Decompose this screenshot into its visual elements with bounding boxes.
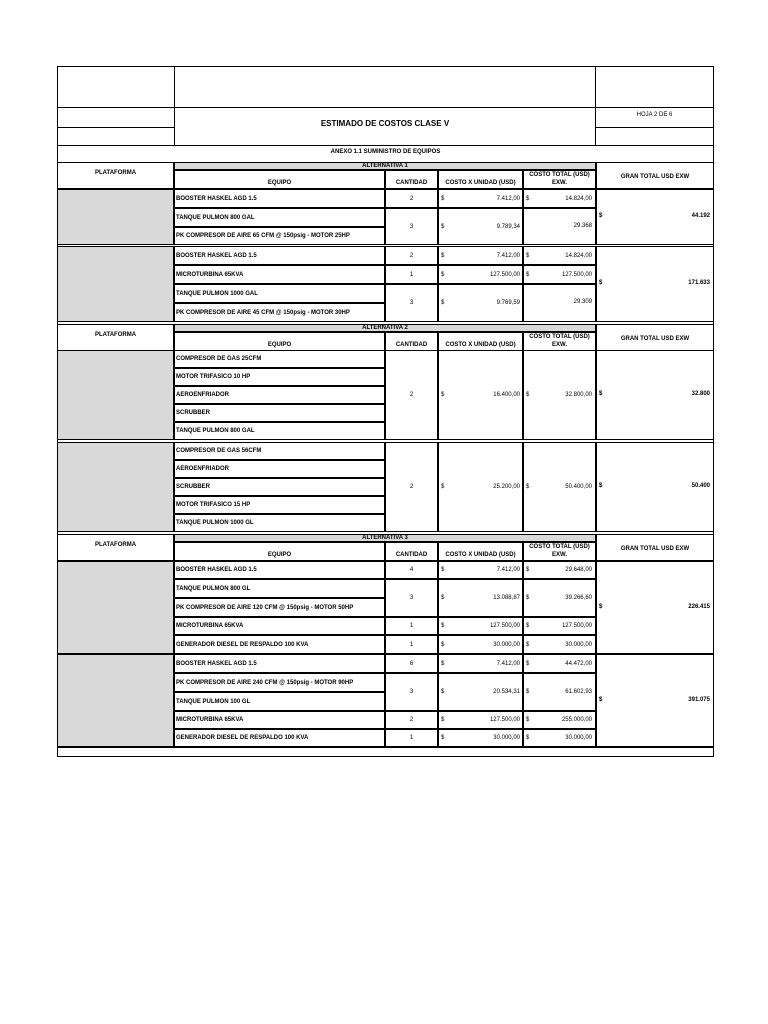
costo-total-header-exw: EXW. [551,552,567,558]
cantidad-value: 2 [409,484,414,490]
costo-total-value: 30.000,00 [565,642,592,648]
currency-symbol: $ [599,391,603,397]
plataforma-cell [57,561,174,654]
costo-total-value: 32.800,00 [565,392,592,398]
cantidad-value: 3 [409,595,414,601]
currency-symbol: $ [441,567,445,573]
page-number: HOJA 2 DE 6 [636,112,673,118]
gran-total-value: 171.633 [688,280,710,286]
costo-total-header: COSTO TOTAL (USD) [529,334,590,340]
cantidad-value: 3 [409,689,414,695]
page-title: ESTIMADO DE COSTOS CLASE V [320,119,450,128]
currency-symbol: $ [441,300,445,306]
equipo-name: TANQUE PULMON 1000 GL [176,520,254,526]
currency-symbol: $ [441,196,445,202]
equipo-header: EQUIPO [267,552,292,558]
costo-unidad-value: 127.500,00 [489,623,520,629]
cantidad-value: 6 [409,661,414,667]
currency-symbol: $ [526,272,530,278]
currency-symbol: $ [441,642,445,648]
costo-total-value: 30.000,00 [565,735,592,741]
costo-unidad-value: 25.200,00 [493,484,520,490]
currency-symbol: $ [441,735,445,741]
currency-symbol: $ [526,392,530,398]
equipo-header: EQUIPO [267,180,292,186]
equipo-name: COMPRESOR DE GAS 25CFM [176,356,262,362]
costo-total-header-exw: EXW. [551,180,567,186]
equipo-name: TANQUE PULMON 100 GL [176,699,251,705]
costo-total-value: 14.824,00 [565,196,592,202]
cantidad-value: 1 [409,642,414,648]
equipo-header: EQUIPO [267,342,292,348]
gran-total-value: 50.400 [691,483,710,489]
currency-symbol: $ [441,253,445,259]
header-divider-left [57,127,175,128]
currency-symbol: $ [526,567,530,573]
costo-total-value: 127.500,00 [561,623,592,629]
currency-symbol: $ [599,483,603,489]
gran-total-header: GRAN TOTAL USD EXW [620,174,690,180]
costo-total-value: 61.602,93 [565,689,592,695]
currency-symbol: $ [526,661,530,667]
equipo-name: GENERADOR DIESEL DE RESPALDO 100 KVA [176,735,309,741]
costo-unidad-value: 20.534,31 [493,689,520,695]
currency-symbol: $ [441,392,445,398]
cantidad-header: CANTIDAD [395,342,428,348]
equipo-name: SCRUBBER [176,484,211,490]
currency-symbol: $ [599,280,603,286]
costo-total-header: COSTO TOTAL (USD) [529,172,590,178]
currency-symbol: $ [599,213,603,219]
cantidad-value: 2 [409,392,414,398]
cantidad-value: 3 [409,300,414,306]
plataforma-header: PLATAFORMA [94,332,137,338]
header-divider-right [595,127,714,128]
currency-symbol: $ [441,689,445,695]
currency-symbol: $ [441,595,445,601]
header-bottom-line [57,145,714,146]
currency-symbol: $ [599,697,603,703]
equipo-name: MICROTURBINA 65KVA [176,623,244,629]
cantidad-header: CANTIDAD [395,180,428,186]
annex-subtitle: ANEXO 1.1 SUMINISTRO DE EQUIPOS [330,149,441,155]
equipo-name: PK COMPRESOR DE AIRE 240 CFM @ 150psig - MOTOR 90HP [176,680,354,686]
costo-total-value: 44.472,00 [565,661,592,667]
equipo-name: MOTOR TRIFASICO 15 HP [176,502,251,508]
costo-unidad-value: 9.789,34 [496,224,520,230]
equipo-name: COMPRESOR DE GAS 56CFM [176,448,262,454]
costo-total-header: COSTO TOTAL (USD) [529,544,590,550]
equipo-name: PK COMPRESOR DE AIRE 65 CFM @ 150psig - MOTOR 25HP [176,233,350,239]
gran-total-header: GRAN TOTAL USD EXW [620,546,690,552]
currency-symbol: $ [526,689,530,695]
currency-symbol: $ [526,196,530,202]
logo-box-left [57,66,175,128]
currency-symbol: $ [526,642,530,648]
currency-symbol: $ [441,717,445,723]
bottom-blank-row [57,747,714,757]
cantidad-value: 2 [409,196,414,202]
costo-total-value: 127.500,00 [561,272,592,278]
alternative-label: ALTERNATIVA 1 [362,163,408,169]
costo-unidad-value: 7.412,00 [496,567,520,573]
gran-total-value: 32.800 [691,391,710,397]
equipo-name: MICROTURBINA 65KVA [176,717,244,723]
costo-total-value: 50.400,00 [565,484,592,490]
equipo-name: TANQUE PULMON 800 GL [176,586,251,592]
currency-symbol: $ [526,735,530,741]
cantidad-value: 3 [409,224,414,230]
cantidad-value: 2 [409,717,414,723]
currency-symbol: $ [441,272,445,278]
plataforma-cell [57,189,174,245]
cantidad-value: 1 [409,623,414,629]
title-box [174,66,596,146]
cantidad-value: 2 [409,253,414,259]
currency-symbol: $ [441,484,445,490]
equipo-name: BOOSTER HASKEL AGD 1.5 [176,196,257,202]
gran-total-value: 226.415 [688,604,710,610]
currency-symbol: $ [526,595,530,601]
plataforma-header: PLATAFORMA [94,542,137,548]
cantidad-value: 1 [409,272,414,278]
equipo-name: TANQUE PULMON 800 GAL [176,428,255,434]
costo-unidad-header: COSTO X UNIDAD (USD) [445,180,516,186]
equipo-name: BOOSTER HASKEL AGD 1.5 [176,661,257,667]
equipo-name: BOOSTER HASKEL AGD 1.5 [176,567,257,573]
cantidad-value: 4 [409,567,414,573]
costo-total-value: 255.000,00 [561,717,592,723]
cantidad-header: CANTIDAD [395,552,428,558]
plataforma-cell [57,350,174,440]
equipo-name: SCRUBBER [176,410,211,416]
equipo-name: GENERADOR DIESEL DE RESPALDO 100 KVA [176,642,309,648]
costo-total-value: 29.368 [573,223,592,229]
equipo-name: AEROENFRIADOR [176,392,230,398]
costo-total-value: 29.309 [573,299,592,305]
plataforma-cell [57,442,174,532]
gran-total-value: 391.075 [688,697,710,703]
costo-unidad-value: 127.500,00 [489,717,520,723]
costo-unidad-header: COSTO X UNIDAD (USD) [445,552,516,558]
currency-symbol: $ [441,623,445,629]
currency-symbol: $ [441,661,445,667]
currency-symbol: $ [526,623,530,629]
header-divider [57,107,714,108]
costo-unidad-header: COSTO X UNIDAD (USD) [445,342,516,348]
currency-symbol: $ [526,717,530,723]
gran-total-value: 44.192 [691,213,710,219]
cantidad-value: 1 [409,735,414,741]
costo-total-header-exw: EXW. [551,342,567,348]
costo-unidad-value: 16.400,00 [493,392,520,398]
equipo-name: PK COMPRESOR DE AIRE 45 CFM @ 150psig - MOTOR 30HP [176,310,350,316]
equipo-name: PK COMPRESOR DE AIRE 120 CFM @ 150psig - MOTOR 50HP [176,605,354,611]
costo-unidad-value: 9.769,59 [496,300,520,306]
equipo-name: AEROENFRIADOR [176,466,230,472]
alternative-label: ALTERNATIVA 3 [362,535,408,541]
costo-unidad-value: 127.500,00 [489,272,520,278]
alternative-label: ALTERNATIVA 2 [362,325,408,331]
plataforma-cell [57,654,174,747]
equipo-name: MOTOR TRIFASICO 10 HP [176,374,251,380]
costo-total-value: 14.824,00 [565,253,592,259]
currency-symbol: $ [599,604,603,610]
plataforma-header: PLATAFORMA [94,170,137,176]
equipo-name: TANQUE PULMON 800 GAL [176,215,255,221]
costo-unidad-value: 30.000,00 [493,735,520,741]
currency-symbol: $ [526,484,530,490]
equipo-name: MICROTURBINA 65KVA [176,272,244,278]
currency-symbol: $ [526,253,530,259]
equipo-name: TANQUE PULMON 1000 GAL [176,291,258,297]
costo-unidad-value: 7.412,00 [496,253,520,259]
plataforma-cell [57,246,174,322]
costo-total-value: 29.648,00 [565,567,592,573]
equipo-name: BOOSTER HASKEL AGD 1.5 [176,253,257,259]
logo-box-right [595,66,714,128]
gran-total-header: GRAN TOTAL USD EXW [620,336,690,342]
costo-unidad-value: 30.000,00 [493,642,520,648]
costo-unidad-value: 7.412,00 [496,661,520,667]
costo-unidad-value: 7.412,00 [496,196,520,202]
currency-symbol: $ [441,224,445,230]
costo-total-value: 39.266,60 [565,595,592,601]
costo-unidad-value: 13.088,87 [493,595,520,601]
